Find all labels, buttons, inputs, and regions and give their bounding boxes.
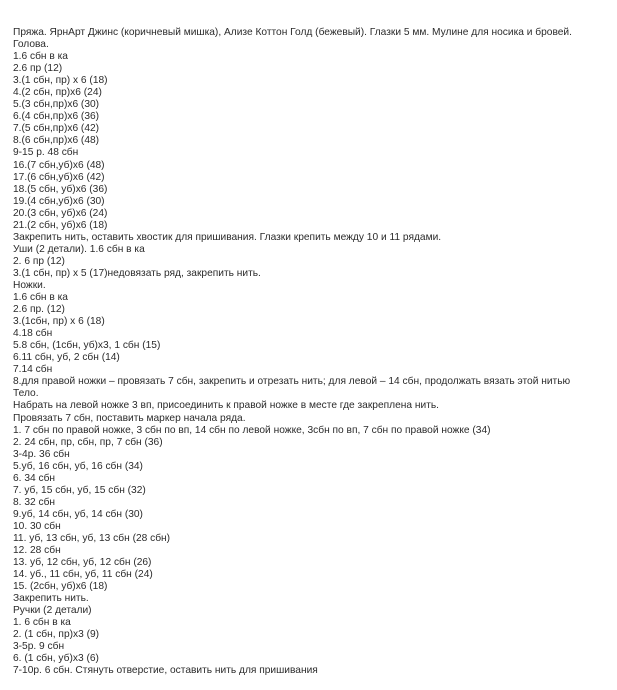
- text-line: 16.(7 сбн,уб)х6 (48): [13, 159, 105, 171]
- text-line: 8.(6 сбн,пр)х6 (48): [13, 135, 100, 147]
- text-line: Набрать на левой ножке 3 вп, присоединить к правой ножке в месте где закреплена нить.: [13, 400, 440, 412]
- text-line: Ручки (2 детали): [13, 605, 92, 617]
- text-line: 2. 6 пр (12): [13, 255, 65, 267]
- text-line: 4.18 сбн: [13, 328, 53, 340]
- text-line: 9.уб, 14 сбн, уб, 14 сбн (30): [13, 508, 143, 520]
- text-line: 6.(4 сбн,пр)х6 (36): [13, 111, 100, 123]
- text-line: Уши (2 детали). 1.6 сбн в ка: [13, 243, 145, 255]
- text-line: Пряжа. ЯрнАрт Джинс (коричневый мишка), Ализе Коттон Голд (бежевый). Глазки 5 мм. Мулине для носика и бровей.: [13, 27, 572, 38]
- text-line: 5.(3 сбн,пр)х6 (30): [13, 99, 100, 111]
- text-line: 3-5р. 9 сбн: [13, 641, 65, 653]
- text-line: 12. 28 сбн: [13, 545, 61, 557]
- text-line: 5.8 сбн, (1сбн, уб)х3, 1 сбн (15): [13, 340, 161, 352]
- text-line: Закрепить нить, оставить хвостик для пришивания. Глазки крепить между 10 и 11 рядами.: [13, 231, 442, 243]
- text-line: 9-15 р. 48 сбн: [13, 147, 79, 159]
- text-line: 19.(4 сбн,уб)х6 (30): [13, 195, 105, 207]
- text-line: 3.(1 сбн, пр) х 6 (18): [13, 75, 108, 87]
- text-line: 8.для правой ножки – провязать 7 сбн, закрепить и отрезать нить; для левой – 14 сбн, продолжать вязать этой нитью: [13, 376, 571, 388]
- text-line: 8. 32 сбн: [13, 496, 56, 508]
- text-line: 6. (1 сбн, уб)х3 (6): [13, 653, 99, 665]
- text-line: 2.6 пр. (12): [13, 304, 65, 316]
- text-line: Ножки.: [13, 279, 46, 291]
- text-line: Тело.: [13, 388, 39, 400]
- text-line: 1.6 сбн в ка: [13, 292, 68, 304]
- text-line: 2. (1 сбн, пр)х3 (9): [13, 629, 100, 641]
- text-line: 5.уб, 16 сбн, уб, 16 сбн (34): [13, 460, 143, 472]
- text-line: Голова.: [13, 39, 49, 51]
- text-line: 7. уб, 15 сбн, уб, 15 сбн (32): [13, 484, 146, 496]
- text-line: 20.(3 сбн, уб)х6 (24): [13, 207, 108, 219]
- text-line: 18.(5 сбн, уб)х6 (36): [13, 183, 108, 195]
- text-line: 6. 34 сбн: [13, 472, 56, 484]
- text-line: 6.11 сбн, уб, 2 сбн (14): [13, 352, 120, 364]
- text-line: 2. 24 сбн, пр, сбн, пр, 7 сбн (36): [13, 436, 163, 448]
- pattern-document: [13, 27, 611, 678]
- text-line: 15. (2сбн, уб)х6 (18): [13, 581, 108, 593]
- text-line: 7.(5 сбн,пр)х6 (42): [13, 123, 100, 135]
- text-line: Закрепить нить.: [13, 593, 89, 605]
- text-line: 1. 7 сбн по правой ножке, 3 сбн по вп, 14 сбн по левой ножке, 3сбн по вп, 7 сбн по правой ножке (34): [13, 424, 491, 436]
- text-line: 1. 6 сбн в ка: [13, 617, 71, 629]
- text-line: 17.(6 сбн,уб)х6 (42): [13, 171, 105, 183]
- text-line: Провязать 7 сбн, поставить маркер начала ряда.: [13, 412, 246, 424]
- text-line: 3-4р. 36 сбн: [13, 448, 70, 460]
- text-line: 4.(2 сбн, пр)х6 (24): [13, 87, 102, 99]
- text-line: 1.6 сбн в ка: [13, 51, 68, 63]
- text-line: 13. уб, 12 сбн, уб, 12 сбн (26): [13, 557, 152, 569]
- text-line: 2.6 пр (12): [13, 63, 63, 75]
- text-line: 11. уб, 13 сбн, уб, 13 сбн (28 сбн): [13, 532, 171, 544]
- text-line: 14. уб., 11 сбн, уб, 11 сбн (24): [13, 569, 153, 581]
- text-line: 7.14 сбн: [13, 364, 53, 376]
- text-line: 10. 30 сбн: [13, 520, 61, 532]
- text-line: 21.(2 сбн, уб)х6 (18): [13, 219, 108, 231]
- text-line: 3.(1сбн, пр) х 6 (18): [13, 316, 105, 328]
- text-line: 3.(1 сбн, пр) х 5 (17)недовязать ряд, закрепить нить.: [13, 267, 261, 279]
- text-line: 7-10р. 6 сбн. Стянуть отверстие, оставить нить для пришивания: [13, 665, 318, 677]
